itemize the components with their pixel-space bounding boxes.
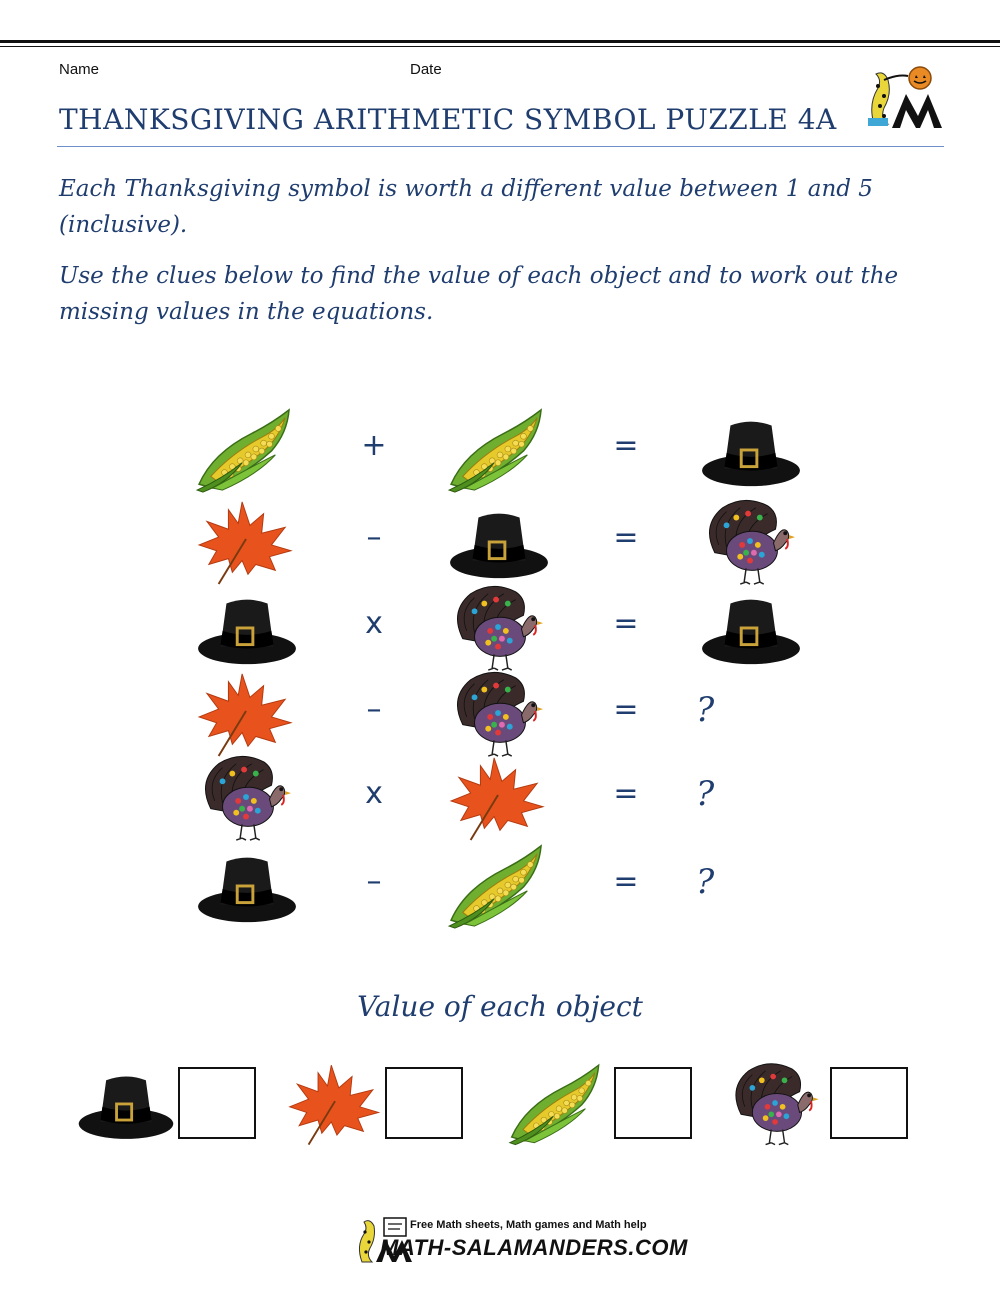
equals-sign: = xyxy=(613,428,639,463)
name-label: Name xyxy=(59,61,100,78)
unknown-result: ? xyxy=(696,690,715,730)
equals-sign: = xyxy=(613,864,639,899)
corn-icon xyxy=(444,404,554,494)
hat-icon xyxy=(192,582,302,672)
equals-sign: = xyxy=(613,606,639,641)
operator-symbol: – xyxy=(366,520,382,555)
corn-icon xyxy=(506,1058,610,1148)
equals-sign: = xyxy=(613,520,639,555)
operator-symbol: + xyxy=(361,428,387,463)
turkey-icon xyxy=(192,752,302,842)
top-border-thin xyxy=(0,46,1000,47)
hat-icon xyxy=(696,582,806,672)
equals-sign: = xyxy=(613,692,639,727)
value-section-heading: Value of each object xyxy=(357,990,643,1023)
maple-leaf-icon xyxy=(192,496,302,586)
hat-icon xyxy=(192,840,302,930)
footer-site-link[interactable]: MATH-SALAMANDERS.COM xyxy=(380,1235,688,1260)
instruction-line-2: Use the clues below to find the value of each object and to work out the missing values in the equations. xyxy=(59,263,899,325)
top-border-thick xyxy=(0,40,1000,43)
hat-icon xyxy=(444,496,554,586)
answer-box[interactable] xyxy=(830,1067,908,1139)
turkey-icon xyxy=(444,582,554,672)
answer-box[interactable] xyxy=(385,1067,463,1139)
date-label: Date xyxy=(410,61,442,78)
instruction-line-1: Each Thanksgiving symbol is worth a different value between 1 and 5 (inclusive). xyxy=(59,176,873,238)
answer-box[interactable] xyxy=(178,1067,256,1139)
hat-icon xyxy=(74,1058,178,1148)
operator-symbol: – xyxy=(366,864,382,899)
operator-symbol: – xyxy=(366,692,382,727)
operator-symbol: x xyxy=(365,776,383,811)
maple-leaf-icon xyxy=(284,1058,388,1148)
equals-sign: = xyxy=(613,776,639,811)
page-title: THANKSGIVING ARITHMETIC SYMBOL PUZZLE 4A xyxy=(59,103,837,136)
maple-leaf-icon xyxy=(192,668,302,758)
corn-icon xyxy=(444,840,554,930)
turkey-icon xyxy=(724,1058,828,1148)
corn-icon xyxy=(192,404,302,494)
unknown-result: ? xyxy=(696,774,715,814)
turkey-icon xyxy=(444,668,554,758)
maple-leaf-icon xyxy=(444,752,554,842)
answer-box[interactable] xyxy=(614,1067,692,1139)
operator-symbol: x xyxy=(365,606,383,641)
unknown-result: ? xyxy=(696,862,715,902)
footer-tagline: Free Math sheets, Math games and Math help xyxy=(410,1219,647,1231)
title-underline xyxy=(57,146,944,147)
turkey-icon xyxy=(696,496,806,586)
salamander-logo xyxy=(862,64,944,132)
hat-icon xyxy=(696,404,806,494)
